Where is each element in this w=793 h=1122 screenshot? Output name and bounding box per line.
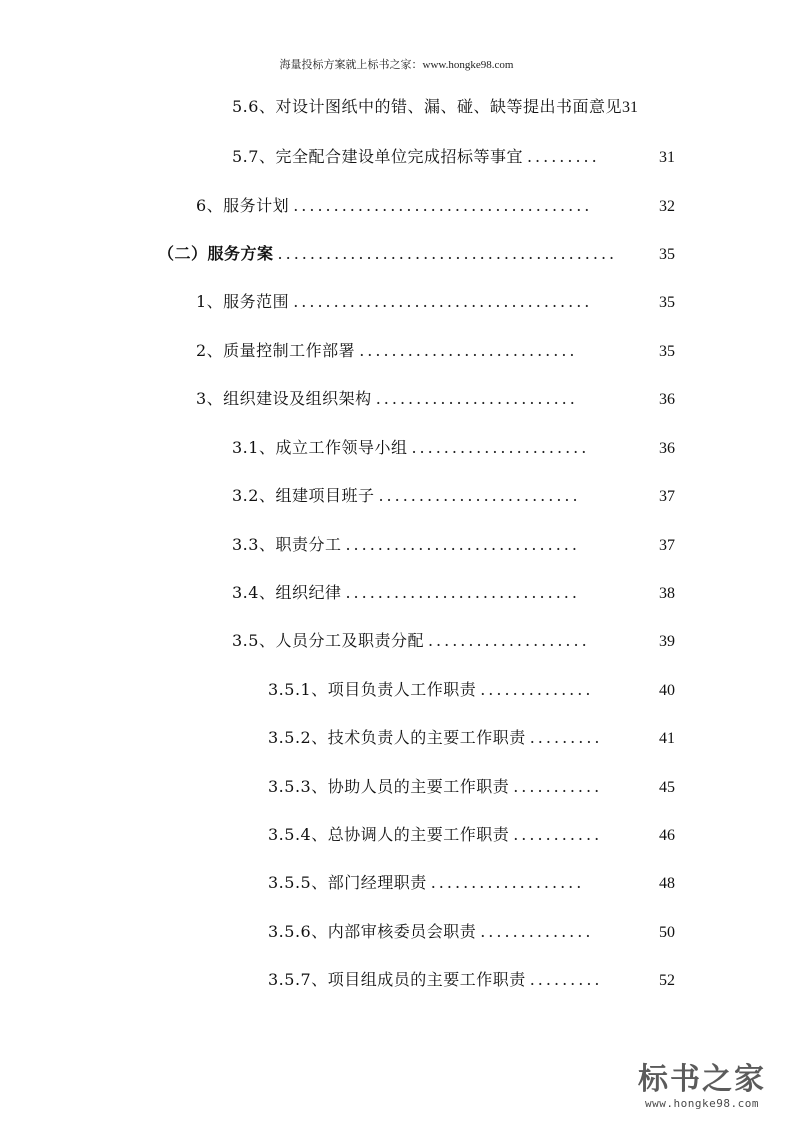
toc-page-number: 39 [659, 633, 675, 650]
toc-leader: ............................. [345, 535, 580, 554]
toc-entry[interactable] [232, 630, 675, 653]
toc-leader: ......... [529, 728, 603, 747]
toc-entry[interactable] [196, 195, 675, 218]
toc-page-number: 48 [659, 875, 675, 892]
brand-logo-text: 标书之家 [638, 1062, 766, 1097]
toc-leader: ......................... [378, 486, 581, 505]
toc-page-number: 31 [621, 99, 638, 116]
toc-label: 1、服务范围 [196, 292, 290, 311]
toc-entry[interactable] [196, 340, 675, 363]
toc-label: 3.1、成立工作领导小组 [232, 438, 408, 457]
toc-entry[interactable] [196, 388, 675, 411]
toc-entry[interactable] [232, 96, 688, 119]
toc-page-number: 52 [659, 972, 675, 989]
toc-page-number: 37 [659, 488, 675, 505]
toc-entry[interactable] [268, 969, 675, 992]
toc-label: 3.5.2、技术负责人的主要工作职责 [268, 728, 526, 747]
toc-page-number: 35 [659, 294, 675, 311]
toc-label: 3.5.1、项目负责人工作职责 [268, 680, 477, 699]
toc-entry[interactable] [268, 776, 675, 799]
toc-entry[interactable] [268, 921, 675, 944]
toc-label: 2、质量控制工作部署 [196, 341, 356, 360]
toc-label: 3.5.6、内部审核委员会职责 [268, 922, 477, 941]
toc-page-number: 41 [659, 730, 675, 747]
page-header: 海量投标方案就上标书之家：www.hongke98.com [279, 59, 514, 71]
toc-label: 3.4、组织纪律 [232, 583, 342, 602]
toc-label: 3.5.5、部门经理职责 [268, 873, 427, 892]
toc-page-number: 45 [659, 779, 675, 796]
toc-leader: ........................... [359, 341, 578, 360]
toc-entry[interactable] [268, 679, 675, 702]
toc-entry[interactable] [268, 872, 675, 895]
toc-page-number: 31 [659, 149, 675, 166]
toc-page-number: 50 [659, 924, 675, 941]
toc-page-number: 36 [659, 440, 675, 457]
toc-label: 3.5.3、协助人员的主要工作职责 [268, 777, 510, 796]
toc-entry[interactable] [268, 727, 675, 750]
toc-page-number: 37 [659, 537, 675, 554]
toc-page-number: 35 [659, 343, 675, 360]
toc-leader: ...................... [411, 438, 590, 457]
toc-entry[interactable] [232, 534, 675, 557]
toc-leader: .......................................... [277, 244, 618, 263]
toc-leader: ......... [526, 147, 600, 166]
toc-label: 6、服务计划 [196, 196, 290, 215]
toc-page-number: 38 [659, 585, 675, 602]
toc-page-number: 32 [659, 198, 675, 215]
toc-entry[interactable] [158, 243, 675, 266]
toc-entry[interactable] [232, 146, 675, 169]
toc-leader: .............. [480, 922, 594, 941]
toc-leader: ............................. [345, 583, 580, 602]
toc-leader: ......................... [375, 389, 578, 408]
toc-label: 3.5.4、总协调人的主要工作职责 [268, 825, 510, 844]
toc-entry[interactable] [268, 824, 675, 847]
toc-entry[interactable] [196, 291, 675, 314]
toc-label: （二）服务方案 [158, 244, 274, 263]
toc-label: 5.6、对设计图纸中的错、漏、碰、缺等提出书面意见 [232, 97, 622, 116]
toc-label: 3、组织建设及组织架构 [196, 389, 372, 408]
toc-leader: ................... [430, 873, 585, 892]
toc-label: 3.2、组建项目班子 [232, 486, 375, 505]
toc-leader: ........... [513, 825, 603, 844]
toc-leader: .............. [480, 680, 594, 699]
toc-leader: ........... [513, 777, 603, 796]
toc-page-number: 36 [659, 391, 675, 408]
toc-leader: ..................................... [293, 196, 593, 215]
toc-entry[interactable] [232, 437, 675, 460]
toc-label: 3.5.7、项目组成员的主要工作职责 [268, 970, 526, 989]
toc-label: 3.3、职责分工 [232, 535, 342, 554]
toc-label: 3.5、人员分工及职责分配 [232, 631, 424, 650]
toc-page-number: 40 [659, 682, 675, 699]
toc-leader: ..................................... [293, 292, 593, 311]
toc-entry[interactable] [232, 582, 675, 605]
toc-label: 5.7、完全配合建设单位完成招标等事宜 [232, 147, 523, 166]
toc-leader: ......... [529, 970, 603, 989]
toc-leader: .................... [427, 631, 590, 650]
toc-page-number: 35 [659, 246, 675, 263]
toc-entry[interactable] [232, 485, 675, 508]
brand-logo [627, 1063, 777, 1110]
toc-page-number: 46 [659, 827, 675, 844]
brand-url: www.hongke98.com [645, 1097, 759, 1110]
